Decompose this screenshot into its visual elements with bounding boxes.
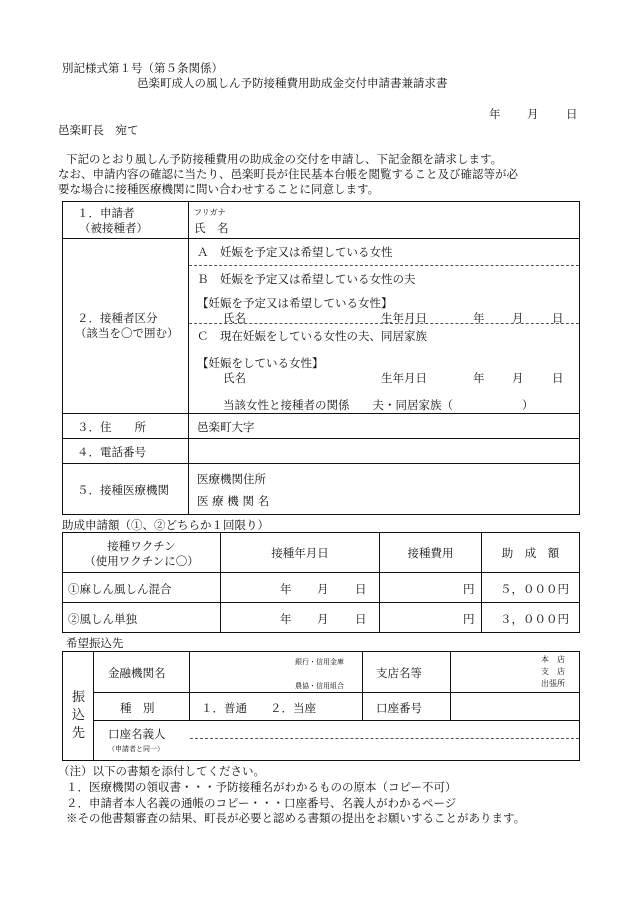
bank-side-1: 振 — [72, 690, 86, 705]
option-c-year: 年 — [473, 371, 485, 385]
option-c-day: 日 — [552, 371, 564, 385]
form-number: 別記様式第１号（第５条関係） — [62, 61, 223, 75]
option-c[interactable]: Ｃ 現在妊娠をしている女性の夫、同居家族 — [197, 329, 427, 343]
intro-line-3: 要な場合に接種医療機関に問い合わせすることに同意します。 — [58, 182, 380, 196]
cost-header: 接種費用 — [407, 546, 454, 560]
option-c-month: 月 — [512, 371, 524, 385]
clinic-label: ５．接種医療機関 — [77, 483, 169, 497]
furigana-label: フリガナ — [194, 208, 226, 217]
account-kind-options[interactable]: １．普通 ２．当座 — [201, 701, 316, 715]
date-header: 接種年月日 — [271, 546, 329, 560]
bank-name-label: 金融機関名 — [108, 666, 166, 680]
intro-line-2: なお、申請内容の確認に当たり、邑楽町長が住民基本台帳を閲覧すること及び確認等が必 — [58, 167, 518, 181]
option-b-day: 日 — [552, 311, 564, 325]
branch-type-2: 支 店 — [541, 667, 565, 676]
date-month: 月 — [527, 107, 539, 121]
account-holder-note: （申請者と同一） — [108, 745, 164, 753]
option-c-name-label: 氏名 — [223, 371, 246, 385]
bank-side-3: 先 — [72, 726, 86, 741]
category-sublabel: （該当を〇で囲む） — [75, 326, 179, 340]
branch-type-3: 出張所 — [541, 679, 565, 688]
row2-day: 日 — [355, 612, 367, 626]
vaccine-header: 接種ワクチン — [107, 539, 176, 553]
bank-types-b: 農協・信用組合 — [295, 682, 344, 690]
applicant-table — [62, 201, 580, 515]
row2-amount: ３，０００円 — [500, 612, 569, 626]
address-value[interactable]: 邑楽町大字 — [197, 420, 255, 434]
option-b-name-label: 氏名 — [223, 311, 246, 325]
relation-field[interactable]: 当該女性と接種者の関係 夫・同居家族（ ） — [223, 398, 534, 412]
vaccine-option-2[interactable]: ②風しん単独 — [68, 612, 137, 626]
grant-table — [62, 532, 580, 633]
name-label: 氏 名 — [194, 221, 229, 235]
vaccine-subheader: （使用ワクチンに〇） — [84, 554, 199, 568]
clinic-name-label: 医 療 機 関 名 — [197, 494, 270, 508]
row1-month: 月 — [317, 582, 329, 596]
intro-line-1: 下記のとおり風しん予防接種費用の助成金の交付を申請し、下記金額を請求します。 — [66, 152, 503, 166]
row2-yen: 円 — [463, 612, 475, 626]
applicant-label: １．申請者 — [77, 206, 135, 220]
option-b-subhead: 【妊娠を予定又は希望している女性】 — [197, 296, 393, 310]
document-title: 邑楽町成人の風しん予防接種費用助成金交付申請書兼請求書 — [137, 76, 448, 90]
date-day: 日 — [566, 107, 578, 121]
bank-types-a: 銀行・信用金庫 — [295, 658, 344, 666]
row2-month: 月 — [317, 612, 329, 626]
category-label: ２．接種者区分 — [77, 311, 158, 325]
bank-side-2: 込 — [72, 708, 86, 723]
option-c-subhead: 【妊娠をしている女性】 — [197, 356, 324, 370]
account-holder-label: 口座名義人 — [108, 727, 166, 741]
option-b-month: 月 — [512, 311, 524, 325]
option-b-birth-label: 生年月日 — [381, 311, 427, 325]
addressee: 邑楽町長 宛て — [58, 123, 139, 137]
notes-head: （注）以下の書類を添付してください。 — [58, 764, 265, 778]
branch-type-1: 本 店 — [541, 655, 565, 664]
option-c-birth-label: 生年月日 — [381, 371, 427, 385]
vaccine-option-1[interactable]: ①麻しん風しん混合 — [68, 582, 172, 596]
account-kind-label: 種 別 — [120, 701, 155, 715]
account-number-label: 口座番号 — [376, 701, 422, 715]
note-1: １．医療機関の領収書・・・予防接種名がわかるものの原本（コピー不可） — [66, 780, 457, 794]
option-a[interactable]: Ａ 妊娠を予定又は希望している女性 — [197, 245, 393, 259]
applicant-sublabel: （被接種者） — [79, 221, 148, 235]
clinic-address-label: 医療機関住所 — [197, 472, 266, 486]
option-b[interactable]: Ｂ 妊娠を予定又は希望している女性の夫 — [197, 272, 416, 286]
row1-amount: ５，０００円 — [500, 582, 569, 596]
date-year: 年 — [489, 107, 501, 121]
bank-caption: 希望振込先 — [66, 636, 124, 650]
address-label: ３．住 所 — [77, 420, 146, 434]
row2-year: 年 — [280, 612, 292, 626]
note-3: ※その他書類審査の結果、町長が必要と認める書類の提出をお願いすることがあります。 — [66, 811, 526, 825]
branch-label: 支店名等 — [376, 666, 422, 680]
grant-caption: 助成申請額（①、②どちらか１回限り） — [62, 518, 269, 532]
row1-yen: 円 — [463, 582, 475, 596]
amount-header: 助 成 額 — [501, 546, 560, 560]
note-2: ２．申請者本人名義の通帳のコピー・・・口座番号、名義人がわかるページ — [66, 796, 457, 810]
phone-label: ４．電話番号 — [77, 445, 146, 459]
bank-table — [62, 651, 580, 761]
row1-year: 年 — [280, 582, 292, 596]
row1-day: 日 — [355, 582, 367, 596]
option-b-year: 年 — [473, 311, 485, 325]
